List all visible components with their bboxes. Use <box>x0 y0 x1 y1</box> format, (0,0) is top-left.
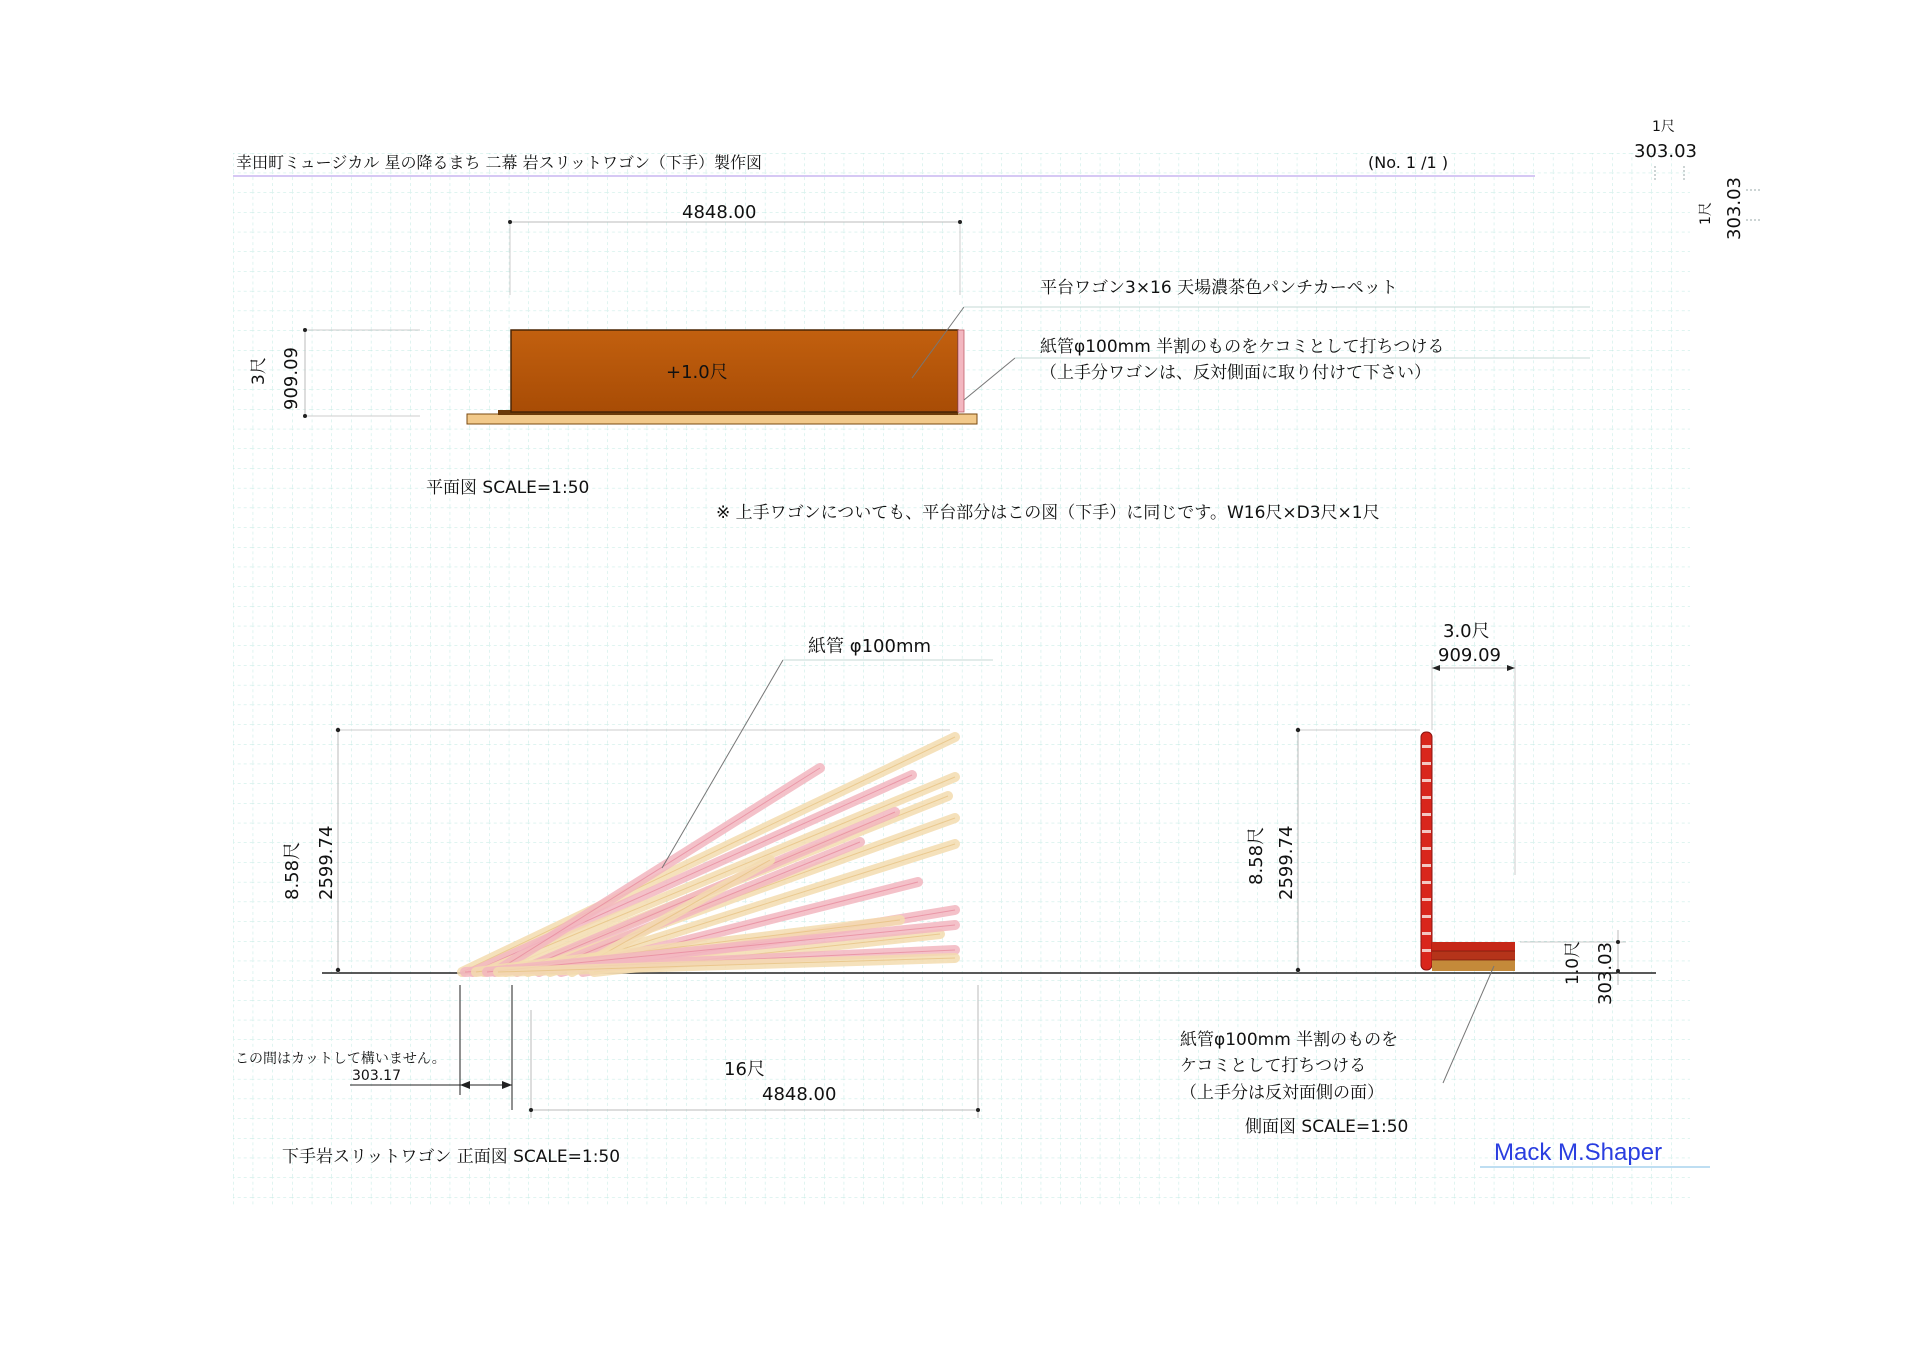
plan-base-plank <box>467 414 977 424</box>
tube-joint <box>1422 881 1431 884</box>
side-depth-dim: 909.09 <box>1438 645 1501 666</box>
plan-height-label: +1.0尺 <box>666 362 728 383</box>
scale-h-unit: 1尺 <box>1652 119 1675 135</box>
tube-joint <box>1422 932 1431 935</box>
scale-h-value: 303.03 <box>1634 141 1697 162</box>
side-platform-base <box>1432 960 1515 971</box>
side-caption: 側面図 SCALE=1:50 <box>1245 1117 1409 1137</box>
side-platform-mid <box>1432 951 1515 960</box>
plan-depth-unit: 3尺 <box>249 357 269 385</box>
front-tube-label: 紙管 φ100mm <box>808 636 932 657</box>
side-platform-unit: 1.0尺 <box>1563 940 1583 985</box>
front-cut-dim: 303.17 <box>352 1068 401 1084</box>
front-caption: 下手岩スリットワゴン 正面図 SCALE=1:50 <box>282 1147 621 1167</box>
plan-note-carpet: 平台ワゴン3×16 天場濃茶色パンチカーペット <box>1040 278 1398 298</box>
page-number: (No. 1 /1 ) <box>1368 153 1449 172</box>
tube-joint <box>1422 813 1431 816</box>
tube-joint <box>1422 915 1431 918</box>
plan-note-tube-1: 紙管φ100mm 半割のものをケコミとして打ちつける <box>1040 337 1445 357</box>
tube-joint <box>1422 762 1431 765</box>
front-length-unit: 16尺 <box>724 1059 765 1080</box>
side-depth-unit: 3.0尺 <box>1443 621 1490 642</box>
front-height-unit: 8.58尺 <box>282 841 303 900</box>
front-cut-note: この間はカットして構いません。 <box>235 1051 446 1067</box>
tube-joint <box>1422 949 1431 952</box>
drawing-title: 幸田町ミュージカル 星の降るまち 二幕 岩スリットワゴン（下手）製作図 <box>236 153 762 172</box>
scale-v-unit: 1尺 <box>1698 202 1714 225</box>
tube-joint <box>1422 796 1431 799</box>
front-height-dim: 2599.74 <box>316 825 337 900</box>
front-length-dim: 4848.00 <box>762 1084 837 1105</box>
plan-caption: 平面図 SCALE=1:50 <box>426 478 590 498</box>
side-height-unit: 8.58尺 <box>1246 826 1267 885</box>
tube-joint <box>1422 779 1431 782</box>
side-note-2: ケコミとして打ちつける <box>1180 1056 1367 1076</box>
plan-depth-dim: 909.09 <box>281 347 302 410</box>
side-note-3: （上手分は反対面側の面） <box>1180 1083 1384 1103</box>
tube-joint <box>1422 898 1431 901</box>
plan-remark: ※ 上手ワゴンについても、平台部分はこの図（下手）に同じです。W16尺×D3尺×1尺 <box>716 503 1380 523</box>
scale-v-value: 303.03 <box>1724 177 1745 240</box>
side-platform-dim: 303.03 <box>1595 942 1616 1005</box>
designer-signature: Mack M.Shaper <box>1494 1139 1663 1166</box>
plan-width-dim: 4848.00 <box>682 202 757 223</box>
tube-joint <box>1422 745 1431 748</box>
plan-tube-strip <box>958 330 964 412</box>
side-height-dim: 2599.74 <box>1276 825 1297 900</box>
plan-note-tube-2: （上手分ワゴンは、反対側面に取り付けて下さい） <box>1040 363 1431 383</box>
side-note-1: 紙管φ100mm 半割のものを <box>1180 1030 1399 1050</box>
plan-platform <box>511 330 958 412</box>
side-platform-top <box>1432 942 1515 951</box>
tube-joint <box>1422 830 1431 833</box>
tube-joint <box>1422 847 1431 850</box>
tube-joint <box>1422 864 1431 867</box>
